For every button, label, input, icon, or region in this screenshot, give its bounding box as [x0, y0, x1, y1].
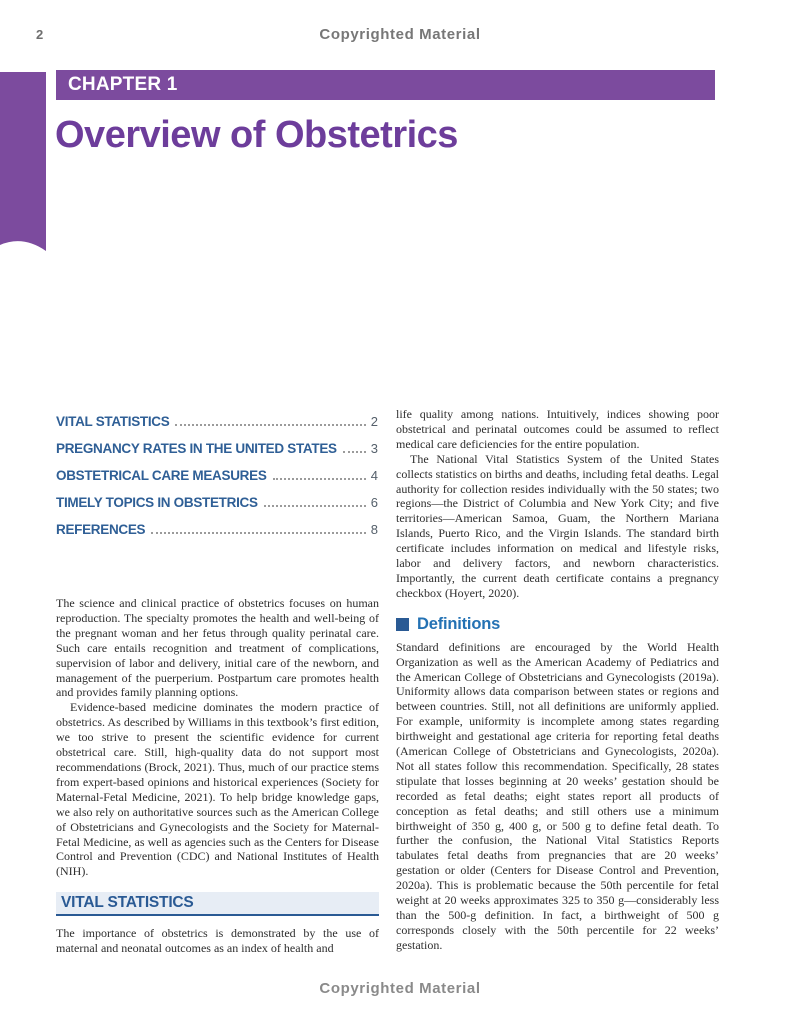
- paragraph: Evidence-based medicine dominates the modern practice of obstetrics. As described by Williams in this textbook’s first edition, we too strive to present the scientific evidence for current obstetrical care. Still, high-quality data do not support most recommendations (Brock, 2021). Thus, much of our practice stems from expert-based opinions and historical experiences (Society for Maternal-Fetal Medicine, 2021). To help bridge knowledge gaps, we also rely on authoritative sources such as the American College of Obstetricians and Gynecologists and the Society for Maternal-Fetal Medicine, as well as agencies such as the Centers for Disease Control and Prevention (CDC) and National Institutes of Health (NIH).: [56, 700, 379, 879]
- toc-leader-dots: [343, 451, 366, 453]
- toc-entry: [56, 429, 378, 456]
- page-number: 2: [36, 27, 44, 42]
- left-column: [56, 596, 379, 956]
- toc-entry-page: 2: [370, 414, 378, 429]
- toc-entry-label: PREGNANCY RATES IN THE UNITED STATES: [56, 441, 337, 456]
- paragraph: life quality among nations. Intuitively, indices showing poor obstetrical and perinatal outcomes could be assumed to reflect medical care deficiencies for the entire population.: [396, 407, 719, 451]
- chapter-banner: [56, 70, 715, 100]
- toc-entry: [56, 483, 378, 510]
- paragraph: The importance of obstetrics is demonstrated by the use of maternal and neonatal outcomes as an index of health and: [56, 926, 379, 956]
- toc-entry-label: OBSTETRICAL CARE MEASURES: [56, 468, 267, 483]
- paragraph: The National Vital Statistics System of the United States collects statistics on births and deaths, including fetal deaths. Legal authority for collection resides individually with the 50 states; two regions—the District of Columbia and New York City; and five territories—American Samoa, Guam, the Northern Mariana Islands, Puerto Rico, and the Virgin Islands. The standard birth certificate includes information on medical and lifestyle risks, labor and delivery factors, and newborn characteristics. Importantly, the current death certificate contains a pregnancy checkbox (Hoyert, 2020).: [396, 451, 719, 600]
- toc-entry-page: 3: [370, 441, 378, 456]
- toc-entry-page: 6: [370, 495, 378, 510]
- toc-leader-dots: [151, 532, 366, 534]
- right-column: [396, 407, 719, 953]
- paragraph: The science and clinical practice of obstetrics focuses on human reproduction. The specialty promotes the health and well-being of the pregnant woman and her fetus through quality perinatal care. Such care entails recognition and treatment of complications, supervision of labor and delivery, initial care of the newborn, and management of the puerperium. Postpartum care promotes health and provides family planning options.: [56, 596, 379, 700]
- chapter-title: Overview of Obstetrics: [55, 114, 458, 156]
- subsection-heading-definitions: [396, 614, 719, 633]
- paragraph: Standard definitions are encouraged by the World Health Organization as well as the American Academy of Pediatrics and the American College of Obstetricians and Gynecologists (2019a). Uniformity allows data comparison between states or regions and between countries. Still, not all definitions are uniformly applied. For example, uniformity is incomplete among states regarding birthweight and gestational age criteria for reporting fetal deaths (American College of Obstetricians and Gynecologists, 2020a). Not all states follow this recommendation. Specifically, 28 states stipulate that losses beginning at 20 weeks’ gestation should be recorded as fetal deaths; eight states report all products of conception as fetal deaths; and still others use a minimum birthweight of 350 g, 400 g, or 500 g to define fetal death. To further the confusion, the National Vital Statistics Reports tabulates fetal deaths from pregnancies that are 20 weeks’ gestation or older (Centers for Disease Control and Prevention, 2020a). This is problematic because the 50th percentile for fetal weight at 20 weeks approximates 325 to 350 g—considerably less than the 500-g definition. In fact, a birthweight of 500 g corresponds closely with the 50th percentile for 22 weeks’ gestation.: [396, 639, 719, 952]
- toc-entry-page: 8: [370, 522, 378, 537]
- toc-leader-dots: [273, 478, 366, 480]
- subsection-heading-label: Definitions: [417, 614, 501, 633]
- toc-entry: [56, 456, 378, 483]
- header-copyright-notice: Copyrighted Material: [319, 26, 481, 43]
- chapter-side-tab: [0, 72, 46, 256]
- chapter-banner-label: CHAPTER 1: [68, 74, 178, 95]
- section-heading-vital-statistics: VITAL STATISTICS: [56, 892, 379, 916]
- toc-entry: [56, 510, 378, 537]
- toc-leader-dots: [175, 424, 365, 426]
- toc-entry-label: REFERENCES: [56, 522, 146, 537]
- toc-leader-dots: [264, 505, 366, 507]
- toc-entry-label: VITAL STATISTICS: [56, 414, 170, 429]
- toc-entry-label: TIMELY TOPICS IN OBSTETRICS: [56, 495, 258, 510]
- toc-entry: [56, 402, 378, 429]
- toc-entry-page: 4: [370, 468, 378, 483]
- footer-copyright-notice: Copyrighted Material: [319, 980, 481, 997]
- square-bullet-icon: [396, 618, 409, 631]
- table-of-contents: [56, 402, 378, 537]
